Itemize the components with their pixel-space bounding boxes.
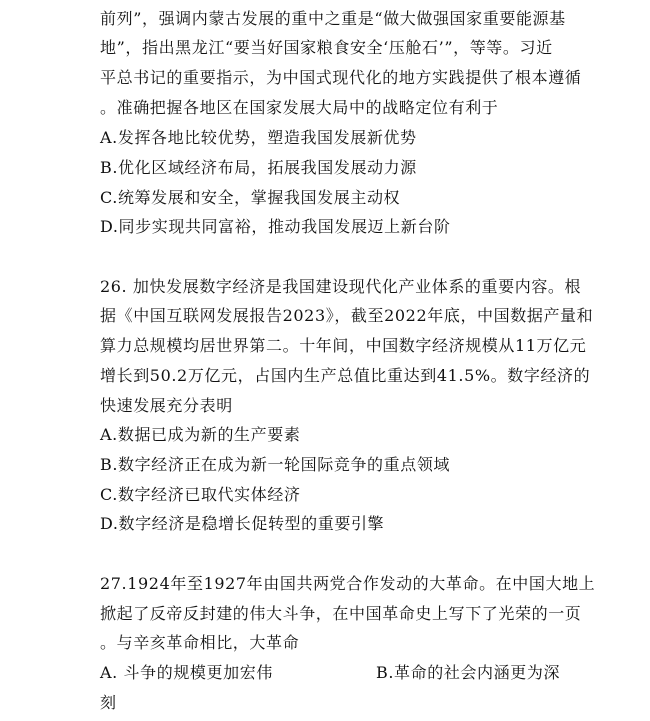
q26-option-c: C.数字经济已取代实体经济: [100, 485, 301, 504]
q25-option-d: D.同步实现共同富裕，推动我国发展迈上新台阶: [100, 217, 451, 236]
q27-stem-line-3: 。与辛亥革命相比，大革命: [100, 633, 300, 652]
q25-option-c: C.统筹发展和安全，掌握我国发展主动权: [100, 188, 401, 207]
q26-stem-line-3: 算力总规模均居世界第二。十年间，中国数字经济规模从11万亿元: [100, 336, 587, 355]
q26-option-a: A.数据已成为新的生产要素: [100, 425, 301, 444]
q26-stem-line-5: 快速发展充分表明: [100, 396, 233, 415]
q27-stem-line-1: 27.1924年至1927年由国共两党合作发动的大革命。在中国大地上: [100, 574, 596, 593]
q25-stem-line-1: 前列”，强调内蒙古发展的重中之重是“做大做强国家重要能源基: [100, 9, 566, 28]
q25-option-a: A.发挥各地比较优势，塑造我国发展新优势: [100, 128, 417, 147]
q27-option-b-wrap: 刻: [100, 693, 117, 712]
q25-stem-line-4: 。准确把握各地区在国家发展大局中的战略定位有利于: [100, 98, 499, 117]
q27-option-b: B.革命的社会内涵更为深: [376, 663, 561, 682]
q26-option-b: B.数字经济正在成为新一轮国际竞争的重点领域: [100, 455, 451, 474]
q25-stem-line-3: 平总书记的重要指示，为中国式现代化的地方实践提供了根本遵循: [100, 68, 582, 87]
q26-option-d: D.数字经济是稳增长促转型的重要引擎: [100, 514, 385, 533]
q25-option-b: B.优化区域经济布局，拓展我国发展动力源: [100, 158, 417, 177]
q27-option-a: A. 斗争的规模更加宏伟: [100, 663, 273, 682]
q26-stem-line-4: 增长到50.2万亿元，占国内生产总值比重达到41.5%。数字经济的: [100, 366, 591, 385]
q26-stem-line-1: 26. 加快发展数字经济是我国建设现代化产业体系的重要内容。根: [100, 277, 582, 296]
q25-stem-line-2: 地”，指出黑龙江“要当好国家粮食安全‘压舱石’”，等等。习近: [100, 38, 553, 57]
q26-stem-line-2: 据《中国互联网发展报告2023》，截至2022年底，中国数据产量和: [100, 306, 594, 325]
q27-stem-line-2: 掀起了反帝反封建的伟大斗争，在中国革命史上写下了光荣的一页: [100, 604, 582, 623]
